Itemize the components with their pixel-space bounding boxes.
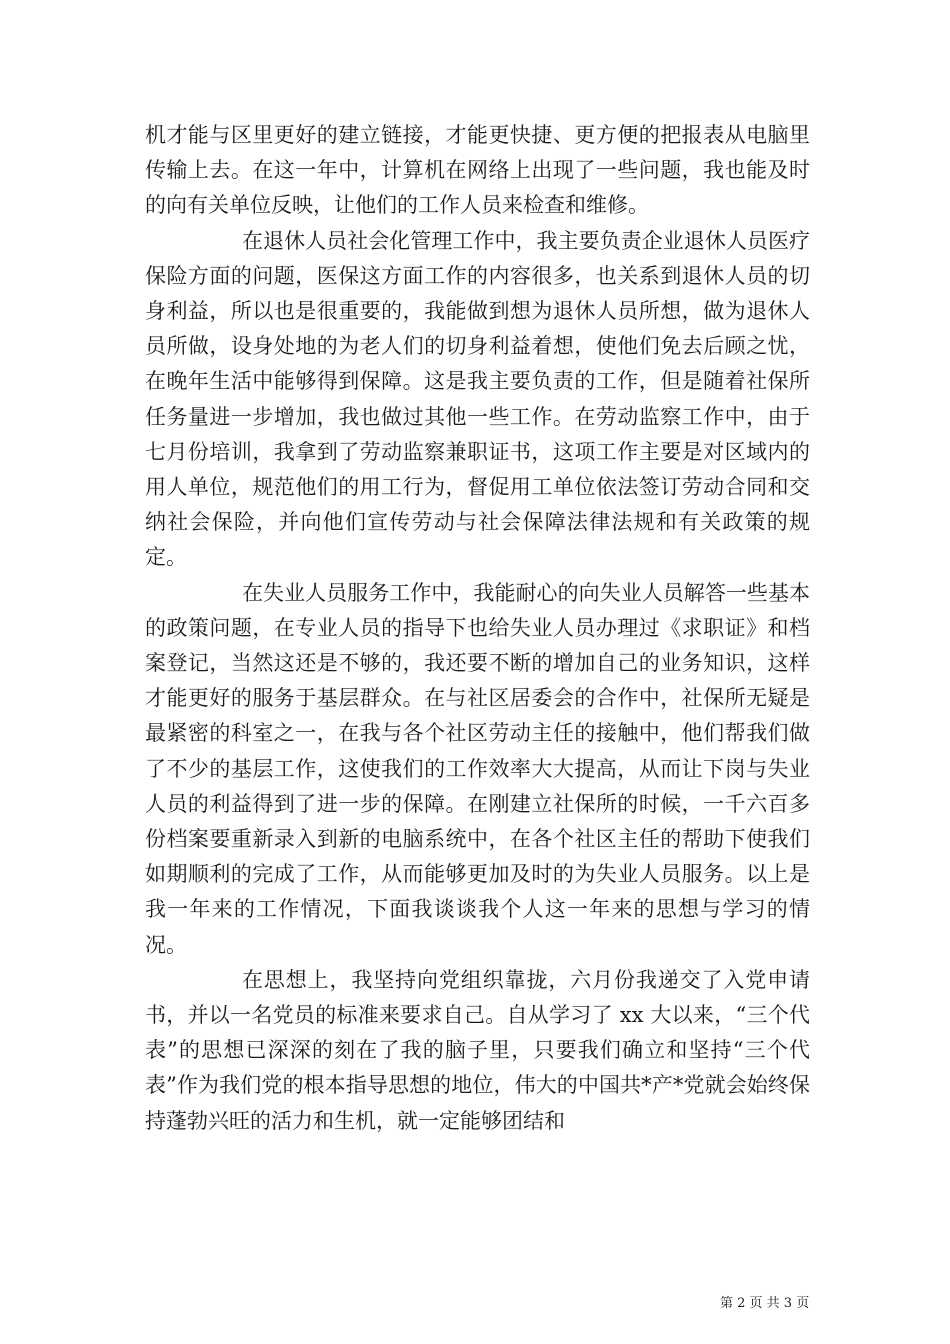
- paragraph-retiree-management: 在退休人员社会化管理工作中，我主要负责企业退休人员医疗保险方面的问题，医保这方面工作的内容很多，也关系到退休人员的切身利益，所以也是很重要的，我能做到想为退休人员所想，做为退休人员所做，设身处地的为老人们的切身利益着想，使他们免去后顾之忧，在晚年生活中能够得到保障。这是我主要负责的工作，但是随着社保所任务量进一步增加，我也做过其他一些工作。在劳动监察工作中，由于七月份培训，我拿到了劳动监察兼职证书，这项工作主要是对区域内的用人单位，规范他们的用工行为，督促用工单位依法签订劳动合同和交纳社会保险，并向他们宣传劳动与社会保障法律法规和有关政策的规定。: [145, 228, 810, 570]
- document-body: [145, 118, 810, 1139]
- paragraph-unemployment-service: 在失业人员服务工作中，我能耐心的向失业人员解答一些基本的政策问题，在专业人员的指导下也给失业人员办理过《求职证》和档案登记，当然这还是不够的，我还要不断的增加自己的业务知识，这样才能更好的服务于基层群众。在与社区居委会的合作中，社保所无疑是最紧密的科室之一，在我与各个社区劳动主任的接触中，他们帮我们做了不少的基层工作，这使我们的工作效率大大提高，从而让下岗与失业人员的利益得到了进一步的保障。在刚建立社保所的时候，一千六百多份档案要重新录入到新的电脑系统中，在各个社区主任的帮助下使我们如期顺利的完成了工作，从而能够更加及时的为失业人员服务。以上是我一年来的工作情况，下面我谈谈我个人这一年来的思想与学习的情况。: [145, 580, 810, 957]
- page-number-footer: 第 2 页 共 3 页: [720, 1296, 810, 1311]
- paragraph-ideology: 在思想上，我坚持向党组织靠拢，六月份我递交了入党申请书，并以一名党员的标准来要求自己。自从学习了 xx 大以来，“三个代表”的思想已深深的刻在了我的脑子里，只要我们确立和坚持“三个代表”作为我们党的根本指导思想的地位，伟大的中国共*产*党就会始终保持蓬勃兴旺的活力和生机，就一定能够团结和: [145, 967, 810, 1133]
- paragraph-continued: 机才能与区里更好的建立链接，才能更快捷、更方便的把报表从电脑里传输上去。在这一年中，计算机在网络上出现了一些问题，我也能及时的向有关单位反映，让他们的工作人员来检查和维修。: [145, 123, 810, 218]
